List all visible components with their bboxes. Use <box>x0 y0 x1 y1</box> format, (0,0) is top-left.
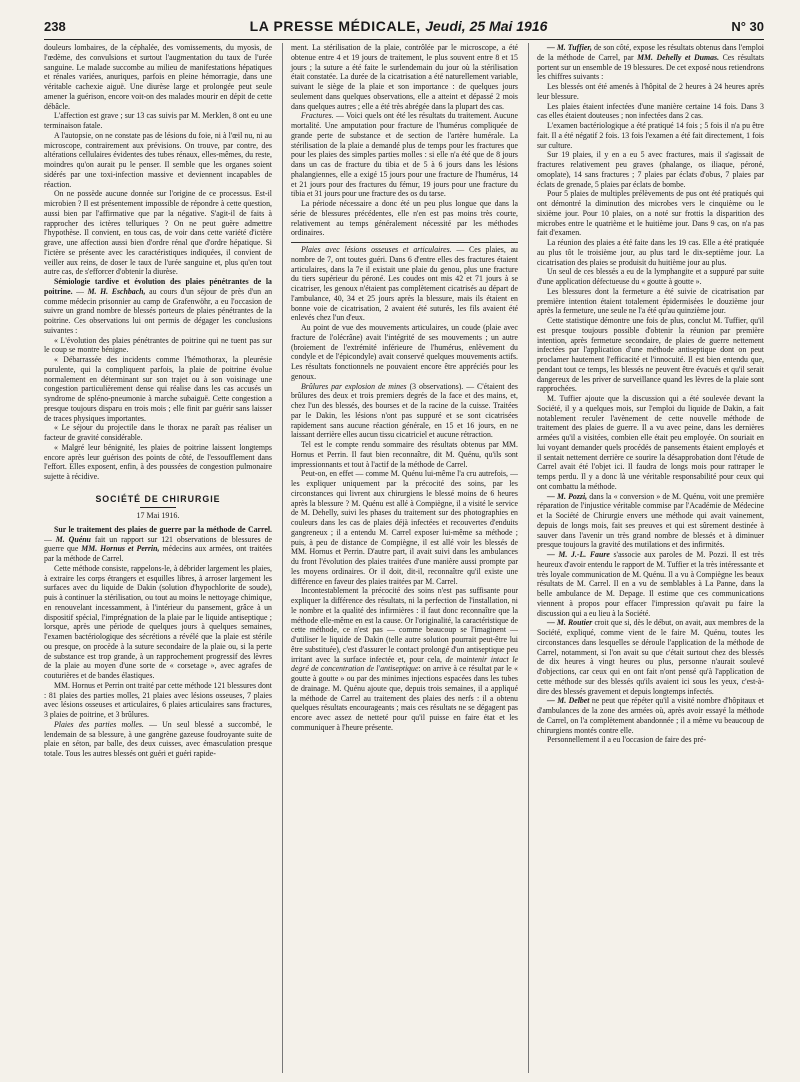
paragraph: La réunion des plaies a été faite dans les 19 cas. Elle a été pratiquée au plus tôt le troisième jour, au plus tard le dix-septième jour. La cicatrisation des plaies se produisit du huitième jour au plus. <box>536 238 764 267</box>
author-name: — M. Delbet <box>546 696 590 706</box>
paragraph-text: ne peut que répéter qu'il a visité nombre d'hôpitaux et d'ambulances de la zone des armées où, après avoir essayé la méthode de Carrel, on l'a complètement abandonnée ; il a même vu beaucoup de chirurgiens montés contre elle. <box>536 696 764 735</box>
article-paragraph <box>537 696 764 735</box>
issue-number: N° 30 <box>731 19 764 34</box>
divider <box>291 242 518 243</box>
article-paragraph <box>291 382 518 441</box>
author-name: M. H. Eschbach, <box>87 286 146 296</box>
column-1 <box>44 43 272 1073</box>
paragraph: Pour 5 plaies de multiples prélèvements de pus ont été pratiqués qui ont démontré la diminution des microbes vers le cinquième ou le sixième jour. Pour 10 plaies, on a noté sur frottis la disparition des microbes entre le quatrième et le huitième jour. Dans 9 cas, on n'a pas fait d'examen. <box>536 189 764 238</box>
article-title: Sur le traitement des plaies de guerre par la méthode de Carrel. <box>54 524 272 534</box>
paragraph: A l'autopsie, on ne constate pas de lésions du foie, ni à l'œil nu, ni au microscope, contrairement aux prévisions. On trouve, par contre, des altérations cellulaires évidentes des tubes rénaux, elles-mêmes, du reste, moindres qu'on aurait pu le penser. Il semble que les organes soient sidérés par une toxi-infection massive et deviennent incapables de réaction. <box>44 130 272 189</box>
subsection-title: Brûlures par explosion de mines <box>300 381 407 391</box>
author-names: MM. Dehelly et Dumas. <box>637 52 720 62</box>
author-name: — M. Pozzi, <box>546 491 588 501</box>
paragraph: ment. La stérilisation de la plaie, contrôlée par le microscope, a été obtenue entre 4 et 19 jours de traitement, le plus souvent entre 8 et 15 jours ; la suture a été faite le surlendemain du jour où la stérilisation était constatée. La durée de la cicatrisation a été naturellement variable, suivant le siège de la plaie et son importance : de quelques jours seulement dans quelques observations, elle a atteint et dépassé 2 mois dans quelques autres ; elle a été très abrégée dans la plupart des cas. <box>290 43 518 111</box>
paragraph: Au point de vue des mouvements articulaires, un coude (plaie avec fracture de l'olécrâne) avait l'intégrité de ses mouvements ; un autre (broiement de l'extrémité inférieure de l'humérus, enlèvement du condyle et de l'épicondyle) avait conservé quelques mouvements actifs. Les résultats fonctionnels ne pouvaient encore être appréciés pour les genoux. <box>290 323 518 381</box>
paragraph: MM. Hornus et Perrin ont traité par cette méthode 121 blessures dont : 81 plaies des parties molles, 21 plaies avec lésions osseuses, 7 plaies avec lésions osseuses et articulaires, 6 plaies articulaires sans fractures, 3 plaies de poitrine, et 3 brûlures. <box>44 680 272 719</box>
paragraph-text: fait un rapport sur 121 observations de blessures de guerre que <box>44 534 272 554</box>
paragraph: Tel est le compte rendu sommaire des résultats obtenus par MM. Hornus et Perrin. Il faut bien reconnaître, dit M. Quénu, qu'ils sont impressionnants et tout à l'actif de la méthode de Carrel. <box>290 440 518 469</box>
paragraph: Les plaies étaient infectées d'une manière certaine 14 fois. Dans 3 cas elles étaient douteuses ; non infectées dans 2 cas. <box>536 101 764 121</box>
paragraph: Personnellement il a eu l'occasion de faire des pré- <box>546 735 707 745</box>
section-title: SOCIÉTÉ DE CHIRURGIE <box>95 493 221 504</box>
article-paragraph: Sémiologie tardive et évolution des plaies pénétrantes de la poitrine. — M. H. Eschbach, au cours d'un séjour de près d'un an comme médecin prisonnier au camp de Grafenwöhr, a eu l'occasion de suivre un grand nombre de blessés porteurs de plaies pénétrantes de la poitrine. Ces observations lui ont permis de dégager les conclusions suivantes : <box>44 277 272 335</box>
paragraph: Les blessures dont la fermeture a été suivie de cicatrisation par première intention étaient totalement épidermisées le douzième jour après la fermeture, une seule ne l'a été qu'au quinzième jour. <box>536 286 764 316</box>
paragraph-text: (3 observations). — C'étaient des brûlures des deux et trois premiers degrés de la face et des mains, et, chez l'un des blessés, des bourses et de la racine de la cuisse. Traitées par le Dakin, les lésions n'ont pas suppuré et se sont cicatrisées rapidement sans aucune réaction générale, en 15 et 16 jours, en ne laissant derrière elles aucun tissu cicatriciel et aucune rétraction. <box>290 381 518 440</box>
column-3 <box>528 43 764 1073</box>
article-paragraph <box>44 720 272 759</box>
paragraph: Cette méthode consiste, rappelons-le, à débrider largement les plaies, à extraire les corps étrangers et esquilles libres, à arroser largement les surfaces avec du liquide de Dakin (solution d'hypochlorite de soude), puis à continuer la stérilisation, ou tout au moins le nettoyage chimique, en renouvelant incessamment, à l'intérieur du pansement, grâce à un dispositif spécial, l'imprégnation de la plaie par le liquide antiseptique ; lorsque, après une période de quelques jours à quelques semaines, l'examen bactériologique des sécrétions a révélé que la plaie est stérile ou presque, on procède à la suture secondaire de la plaie ou, si la perte de substance est trop grande, à un rapprochement progressif des lèvres de la plaie au moyen d'une sorte de « corsetage », avec agrafes de couturières et de bandes élastiques. <box>44 563 272 680</box>
article-title: Sémiologie tardive et évolution des plaies pénétrantes de la poitrine. <box>44 277 272 296</box>
subsection-title: Fractures. <box>300 111 334 121</box>
paragraph: Sur 19 plaies, il y en a eu 5 avec fractures, mais il s'agissait de fractures relativement peu graves (phalange, os iliaque, péroné, omoplate), 14 sans fractures ; 7 plaies par éclats d'obus, 7 plaies par éclats de grenade, 5 plaies par éclats de bombe. <box>536 150 764 189</box>
article-paragraph <box>537 492 764 551</box>
paragraph-text: — Ces plaies, au nombre de 7, ont toutes guéri. Dans 6 d'entre elles des fractures étaient articulaires, dans la 7e il existait une plaie du genou, plus une fracture du tiers supérieur du péroné. Les coudes ont mis 42 et 71 jours à se cicatriser, les genoux n'étaient pas complètement cicatrisés au départ de l'ambulance, 40, 34 et 25 jours après la blessure, mais ils étaient en bonne voie de cicatrisation, 2 avaient été suturés, les fils avaient été enlevés chez l'un d'eux. <box>290 245 518 323</box>
article-paragraph <box>291 245 518 323</box>
quote-paragraph: « Le séjour du projectile dans le thorax ne paraît pas réaliser un facteur de gravité considérable. <box>44 423 272 442</box>
paragraph: L'examen bactériologique a été pratiqué 14 fois ; 5 fois il n'a pu être fait. Il a été négatif 2 fois. 13 fois l'examen a été fait directement, 1 fois sur culture. <box>536 121 764 150</box>
author-name: — M. J.-L. Faure <box>546 550 610 559</box>
article-paragraph <box>537 43 764 82</box>
article-paragraph <box>537 618 764 696</box>
section-date: 17 Mai 1916. <box>136 510 180 520</box>
paragraph: Les blessés ont été amenés à l'hôpital de 2 heures à 24 heures après leur blessure. <box>536 82 764 101</box>
paragraph: L'affection est grave ; sur 13 cas suivis par M. Merklen, 8 ont eu une terminaison fatale. <box>44 111 272 130</box>
author-name: M. Quénu <box>55 534 91 544</box>
paragraph: Cette statistique démontre une fois de plus, conclut M. Tuffier, qu'il est presque toujours possible d'obtenir la réunion par première intention, après fermeture secondaire, de plaies de guerre nettement infectées par l'application d'une méthode antiseptique dont on peut proclamer hautement l'efficacité et l'innocuité. Il est bien entendu que, pendant tout ce temps, les blessés ne peuvent être évacués et qu'il serait dangereux de les priver de surveillance quand les lèvres de la plaie sont rapprochées. <box>536 316 764 394</box>
paragraph: Un seul de ces blessés a eu de la lymphangite et a suppuré par suite d'une application défectueuse du « goutte à goutte ». <box>536 267 764 286</box>
paragraph-text: croit que si, dès le début, on avait, aux membres de la Société, expliqué, comme vient de le faire M. Quénu, toutes les circonstances dans lesquelles se déroule l'application de la méthode de Carrel, notamment, si l'on avait su que c'était surtout chez des blessés de dix heures à vingt heures ou plus, personne n'aurait soulevé d'objections, car ceux qui en ont fait n'ont pensé qu'à l'application de cette méthode sur des blessés qu'ils avaient ici sous les yeux, c'est-à-dire des blessés gravement et depuis longtemps infectés. <box>536 618 764 696</box>
article-paragraph: Sur le traitement des plaies de guerre par la méthode de Carrel. — M. Quénu fait un rapport sur 121 observations de blessures de guerre que MM. Hornus et Perrin, médecins aux armées, ont traitées par la méthode de Carrel. <box>44 524 272 563</box>
columns <box>44 43 764 1073</box>
author-name: — M. Routier <box>546 618 593 628</box>
subsection-title: Plaies avec lésions osseuses et articulaires. <box>300 245 452 254</box>
paragraph-text: de son côté, expose les résultats obtenus dans l'emploi de la méthode de Carrel, par <box>536 43 764 62</box>
paragraph-text: Incontestablement la précocité des soins n'est pas suffisante pour expliquer la différence des résultats, ni la perfection de l'installation, ni le nombre et la qualité des infirmières : il faut donc reconnaître que la méthode elle-même en est la cause. Or l'originalité, la caractéristique de cette méthode, ce n'est pas — comme beaucoup se l'imaginent — d'utiliser le liquide de Dakin (telle autre solution pourrait peut-être lui être substituée), c'est d'assurer le contact prolongé d'un antiseptique peu irritant avec la surface infectée et, pour cela, <box>290 586 518 664</box>
paragraph-text: — Un seul blessé a succombé, le lendemain de sa blessure, à une gangrène gazeuse foudroyante suite de plaie en séton, par balle, des deux cuisses, avec émasculation presque totale. Tous les autres blessés ont guéri et guéri rapide- <box>44 719 272 758</box>
paragraph-text: s'associe aux paroles de M. Pozzi. Il est très heureux d'avoir entendu le rapport de M. Tuffier et la très intéressante et très loyale communication de M. Quénu. Il a vu à Compiègne les beaux résultats de M. Carrel. Il en a vu de semblables à La Panne, dans la belle ambulance de M. Depage. Il estime que ces communications viennent à propos pour effacer l'impression qu'avait pu faire la discussion qui a eu lieu à la Société. <box>536 550 764 618</box>
paragraph: On ne possède aucune donnée sur l'origine de ce processus. Est-il microbien ? Il est présentement impossible de répondre à cette question, aussi bien par l'affirmative que par la négative. S'agit-il de faits à rapprocher des ictères telluriques ? On ne peut guère admettre l'hypothèse. Il convient, en tous cas, de voir dans cette variété d'ictère grave, une affection aussi bien d'ordre rénal que d'ordre hépatique. Si l'ictère se présente avec les caractéristiques indiquées, il convient de veiller aux reins, de doser le taux de l'urée sanguine et, plus qu'en tout autre cas, de s'efforcer d'obtenir la diurèse. <box>44 189 272 277</box>
paragraph-text: dans la « conversion » de M. Quénu, voit une première réparation de l'injustice véritable commise par l'Académie de Médecine et la Société de Chirurgie envers une méthode qui avait vainement, depuis de longs mois, fait ses preuves et qui est sûrement destinée à sauver dans l'avenir un très grand nombre de blessés et à diminuer presque toujours la gravité des mutilations et des infirmités. <box>536 491 764 550</box>
author-name: — M. Tuffier, <box>546 43 592 52</box>
paragraph: La période nécessaire a donc été un peu plus longue que dans la série de blessures précédentes, elle n'en est pas moins très courte, relativement au temps généralement nécessité par les méthodes ordinaires. <box>290 199 518 238</box>
journal-name: LA PRESSE MÉDICALE, <box>249 18 421 34</box>
issue-date: Jeudi, 25 Mai 1916 <box>425 18 548 34</box>
paragraph: douleurs lombaires, de la céphalée, des vomissements, du myosis, de l'œdème, des convulsions et surtout l'augmentation du taux de l'urée sanguine. Le malade succombe au milieu de manifestations hépatiques et rénales variées, anuriques, parfois en pleine hémorragie, dans une véritable cachexie aiguë. Une diurèse large et prolongée peut seule amener la guérison, encore voit-on des malades mourir en dépit de cette débâcle. <box>44 43 272 111</box>
running-header <box>44 18 764 40</box>
page-number: 238 <box>44 19 66 34</box>
emphasized-text: de maintenir intact le degré de concentration de l'antiseptique <box>290 654 518 674</box>
author-names: MM. Hornus et Perrin, <box>81 544 160 554</box>
quote-paragraph: « Débarrassée des incidents comme l'hémothorax, la pleurésie purulente, qui la compliquent parfois, la plaie de poitrine évolue normalement en déterminant sur son trajet ou à son voisinage une congestion particulièrement dense qui réalise dans les cas accusés un syndrome de spléno-pneumonie à marche subaiguë. Cette congestion a presque toujours disparu en trois mois ; elle finit par guérir sans laisser de traces physiques importantes. <box>44 355 272 423</box>
paragraph-text: au cours d'un séjour de près d'un an comme médecin prisonnier au camp de Grafenwöhr, a eu l'occasion de suivre un grand nombre de blessés porteurs de plaies pénétrantes de la poitrine. Ces observations lui ont permis de dégager les conclusions suivantes : <box>44 286 272 335</box>
section-divider <box>140 507 176 508</box>
article-paragraph <box>291 586 518 732</box>
journal-title <box>250 18 548 34</box>
quote-paragraph: « L'évolution des plaies pénétrantes de poitrine qui ne tuent pas sur le coup se montre bénigne. <box>44 335 272 355</box>
article-paragraph <box>291 111 518 199</box>
paragraph-text: — Voici quels ont été les résultats du traitement. Aucune mortalité. Une amputation pour fracture de l'humérus compliquée de grande perte de substance et de section de l'artère humérale. La stérilisation de la plaie a demandé plus de temps pour les fractures que pour les plaies des simples parties molles : si elle n'a été que de 8 jours dans un cas de fracture du tibia et de 5 à 6 jours dans les lésions phalangiennes, elle a exigé 15 jours pour une fracture de l'humérus, 14 et 21 jours pour des fractures du fémur, 19 jours pour une fracture du tibia et 31 jours pour une fracture des os du tarse. <box>290 111 518 199</box>
subsection-title: Plaies des parties molles. <box>54 719 144 729</box>
article-paragraph <box>537 550 764 618</box>
paragraph-text: Ces résultats portent sur un ensemble de 19 blessures. De cet exposé nous retiendrons les chiffres suivants : <box>536 52 764 82</box>
column-2 <box>282 43 518 1073</box>
paragraph: M. Tuffier ajoute que la discussion qui a été soulevée devant la Société, il y a quelques mois, sur l'emploi du liquide de Dakin, a fait notablement reculer l'avènement de cette nouvelle méthode de traitement des plaies de guerre. Il a vu avec peine, dans les dernières armées qu'il a visitées, combien elle était peu employée. On souriait en lui voyant demander quels procédés de pansements étaient employés et il sentait nettement derrière ce sourire la désapprobation dont l'étude de Carrel avait été l'objet ici. Il faudra de longs mois pour rattraper le temps perdu. Il y a donc là une véritable responsabilité pour ceux qui ont combattu la méthode. <box>536 394 764 491</box>
paragraph-text: : on arrive à ce résultat par le « goutte à goutte » ou par des minimes injections espacées dans les tubes de drainage. M. Quénu ajoute que, depuis trois semaines, il a appliqué la méthode de Carrel au traitement des plaies des nerfs : il a obtenu quelques résultats encourageants ; mais ces résultats ne se dégagent pas encore avec assez de netteté pour qu'il puisse en faire état et les communiquer à l'heure présente. <box>290 664 518 732</box>
paragraph: Peut-on, en effet — comme M. Quénu lui-même l'a cru autrefois, — les expliquer uniquement par la précocité des soins, par les circonstances qui livrent aux chirurgiens le blessé moins de 6 heures après la blessure ? M. Quénu est allé à Compiègne, il a visité le service de M. Dehelly, suivi les phases du traitement sur des photographies en couleurs dans les cas de plaies déjà infectées et recouvertes d'enduits gangreneux ; il a entendu M. Carrel exposer lui-même sa méthode ; puis, à peu de distance de Compiègne, il est allé voir les blessés de MM. Hornus et Perrin. D'autre part, il avait suivi dans les ambulances du front l'évolution des plaies traitées d'une manière aussi prompte par les moyens ordinaires. Or il doit, dit-il, reconnaître qu'il existe une différence en faveur des plaies traitées par M. Carrel. <box>290 469 518 586</box>
paragraph-text: médecins aux armées, ont traitées par la méthode de Carrel. <box>44 544 272 563</box>
quote-paragraph: « Malgré leur bénignité, les plaies de poitrine laissent longtemps encore après leur guérison des points de côté, de l'essoufflement dans l'effort. Elles exposent, enfin, à des poussées de congestion pulmonaire sujette à récidive. <box>44 442 272 481</box>
